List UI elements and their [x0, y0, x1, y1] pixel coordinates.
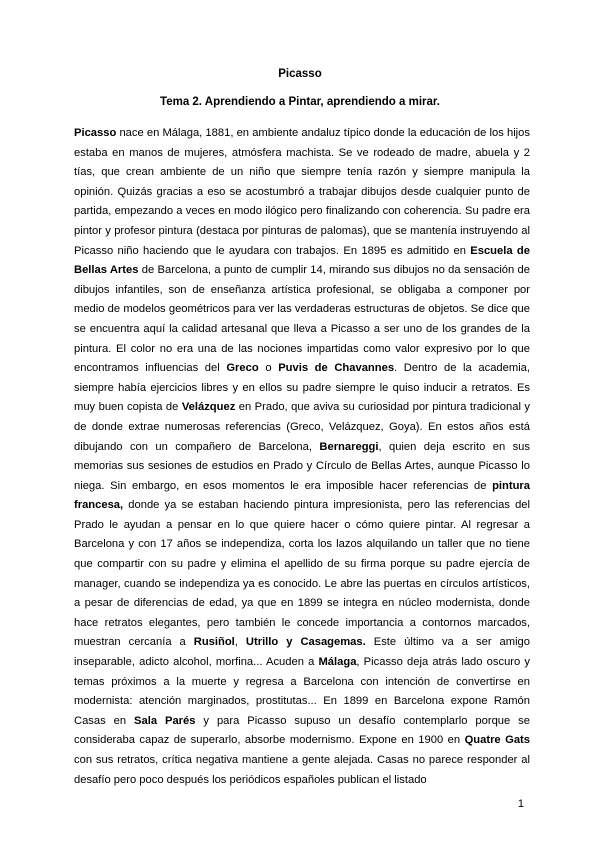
- bold-run: Rusiñol: [193, 636, 235, 649]
- text-run: , quien deja escrito en sus memorias sus sesiones de estudios en Prado y Círculo de Bellas Artes, aunque Picasso lo niega. Sin embargo, en esos momentos le era imposible hacer referencias de: [74, 440, 530, 492]
- text-run: , Picasso deja atrás lado oscuro y temas próximos a la muerte y regresa a Barcelona con intención de convertirse en modernista: atención marginados, prostitutas... En 1899 en Barcelona expone Ramón Casas en: [74, 656, 530, 727]
- bold-run: Utrillo y Casagemas.: [245, 636, 366, 649]
- document-subtitle: Tema 2. Aprendiendo a Pintar, aprendiendo a mirar.: [160, 96, 440, 108]
- text-run: ,: [234, 636, 246, 649]
- body-paragraph: [74, 124, 530, 790]
- bold-run: pintura francesa,: [74, 479, 530, 512]
- bold-run: Quatre Gats: [464, 734, 531, 747]
- bold-run: Puvis de Chavannes: [278, 362, 395, 375]
- text-run: . Dentro de la academia, siempre había ejercicios libres y en ellos su padre siempre le quiso inducir a retratos. Es muy buen copista de: [74, 362, 531, 414]
- bold-run: Velázquez: [181, 401, 236, 414]
- text-run: donde ya se estaban haciendo pintura impresionista, pero las referencias del Prado le ayudan a pensar en lo que quiere hacer o cómo quiere pintar. Al regresar a Barcelona y con 17 años se independiza, corta los lazos alquilando un taller que no tiene que compartir con su padre y elimina el apellido de su firma porque su padre ejercía de manager, cuando se independiza ya es conocido. Le abre las puertas en círculos artísticos, a pesar de diferencias de edad, ya que en 1899 se integra en núcleo modernista, donde hace retratos elegantes, pero también le concede importancia a contornos marcados, muestran cercanía a: [74, 499, 530, 649]
- bold-run: Escuela de Bellas Artes: [74, 244, 530, 277]
- document-title: Picasso: [278, 68, 322, 80]
- text-run: nace en Málaga, 1881, en ambiente andaluz típico donde la educación de los hijos estaba en manos de mujeres, atmósfera machista. Se ve rodeado de madre, abuela y 2 tías, que crean ambiente de un niño que siempre tenía razón y siempre manipula la opinión. Quizás gracias a eso se acostumbró a trabajar dibujos desde cualquier punto de partida, empezando a veces en modo ilógico pero finalizando con coherencia. Su padre era pintor y profesor pintura (destaca por pinturas de palomas), que se mantenía instruyendo al Picasso niño haciendo que le ayudara con trabajos. En 1895 es admitido en: [74, 127, 530, 257]
- bold-run: Greco: [226, 362, 259, 375]
- bold-run: Málaga: [318, 656, 357, 669]
- text-run: Este último va a ser amigo inseparable, adicto alcohol, morfina... Acuden a: [74, 636, 531, 669]
- bold-run: Picasso: [74, 127, 117, 139]
- page-number: 1: [517, 798, 524, 810]
- text-run: o: [258, 362, 279, 375]
- bold-run: Sala Parés: [134, 714, 196, 727]
- text-run: con sus retratos, crítica negativa mantiene a gente alejada. Casas no parece responder al desafío pero poco después los periódicos españoles publican el listado: [74, 754, 530, 786]
- text-run: y para Picasso supuso un desafío contemplarlo porque se consideraba capaz de superarlo, absorbe modernismo. Expone en 1900 en: [74, 714, 530, 747]
- text-run: en Prado, que aviva su curiosidad por pintura tradicional y de donde extrae numerosas referencias (Greco, Velázquez, Goya). En estos años está dibujando con un compañero de Barcelona,: [74, 401, 530, 453]
- text-run: de Barcelona, a punto de cumplir 14, mirando sus dibujos no da sensación de dibujos infantiles, son de enseñanza artística profesional, se obligaba a componer por medio de modelos geométricos para ver las verdaderas estructuras de objetos. Se dice que se encuentra aquí la calidad artesanal que lleva a Picasso a ser uno de los grandes de la pintura. El color no era una de las nociones impartidas como valor expresivo por lo que encontramos influencias del: [74, 264, 530, 375]
- bold-run: Bernareggi: [319, 440, 379, 453]
